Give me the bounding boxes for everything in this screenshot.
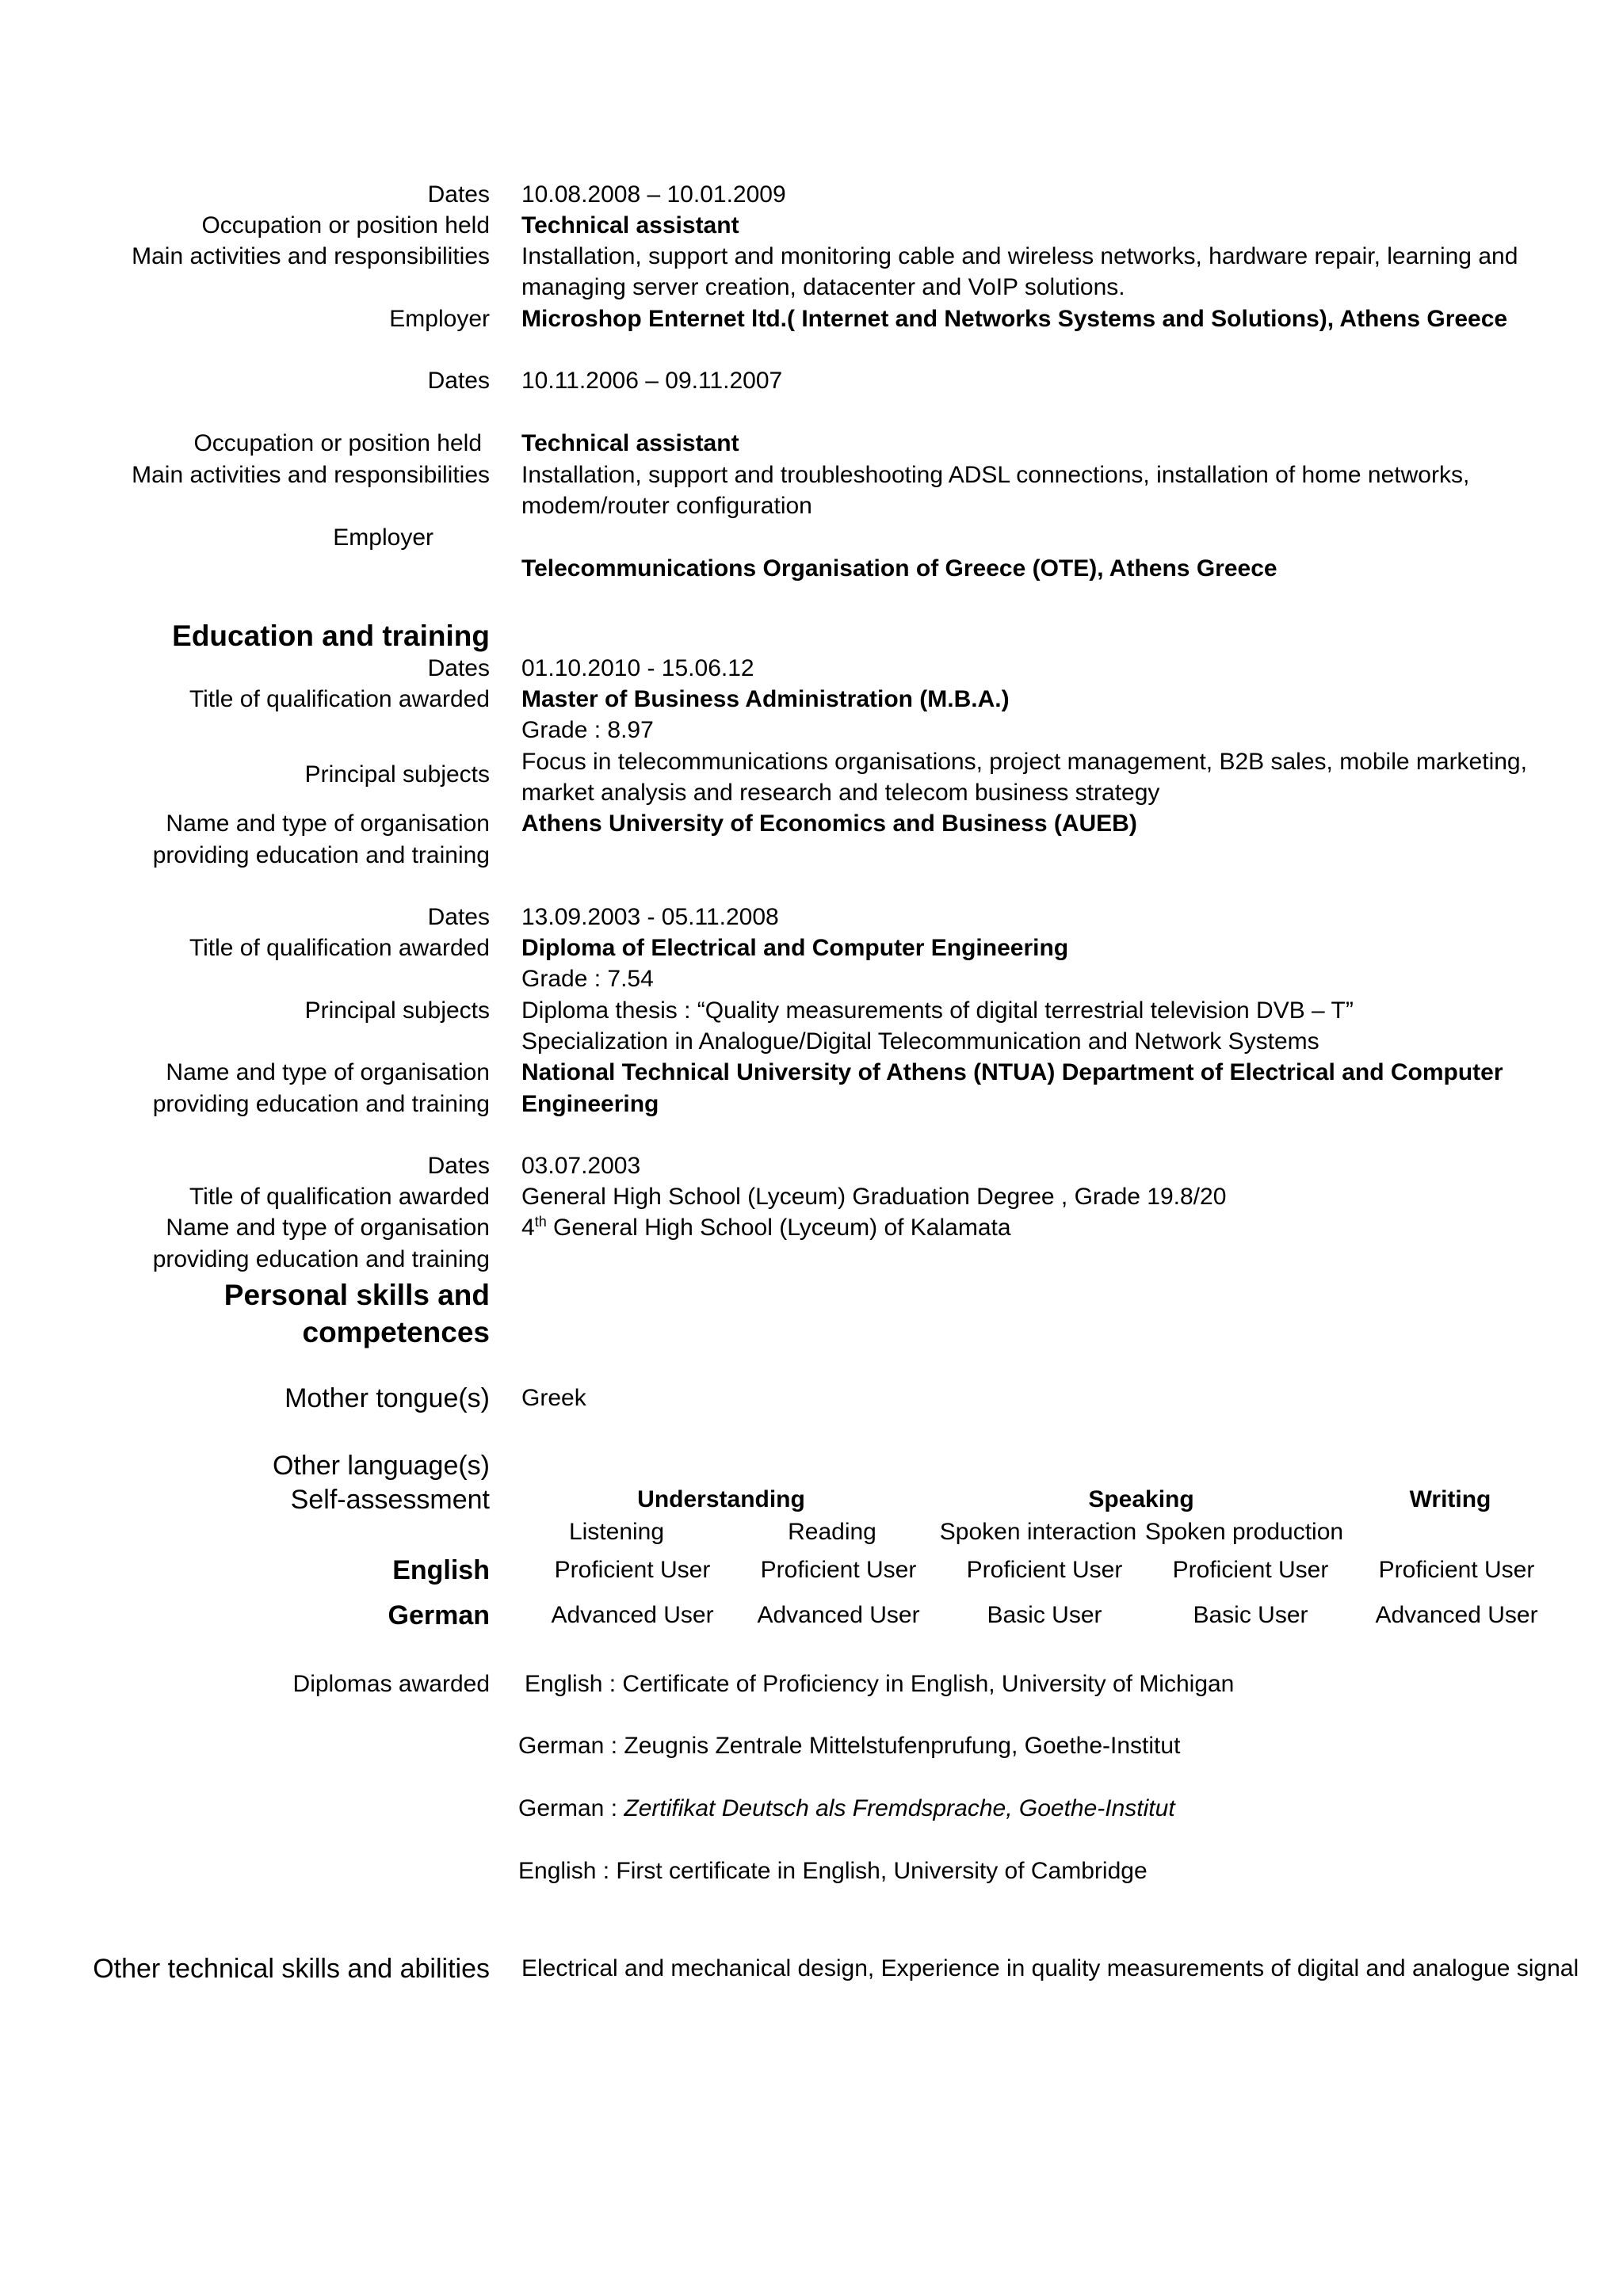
edu3-dates: 03.07.2003: [521, 1153, 641, 1179]
edu2-org-label-1: Name and type of organisation: [166, 1059, 490, 1085]
german-spoken-interaction: Basic User: [987, 1602, 1102, 1628]
other-languages-label: Other language(s): [272, 1451, 490, 1481]
german-reading: Advanced User: [757, 1602, 920, 1628]
edu2-subjects-line1: Diploma thesis : “Quality measurements of digital terrestrial television DVB – T”: [521, 997, 1354, 1024]
edu1-subjects-line1: Focus in telecommunications organisations, project management, B2B sales, mobile marketing,: [521, 749, 1527, 775]
edu3-title: General High School (Lyceum) Graduation Degree , Grade 19.8/20: [521, 1184, 1227, 1210]
exp1-employer-label: Employer: [389, 306, 490, 332]
english-reading: Proficient User: [760, 1557, 917, 1583]
edu3-org: [521, 1213, 1011, 1243]
diploma-1: English : Certificate of Proficiency in English, University of Michigan: [525, 1671, 1235, 1697]
exp2-dates: 10.11.2006 – 09.11.2007: [521, 368, 783, 394]
header-speaking: Speaking: [1088, 1486, 1194, 1512]
exp1-occupation-label: Occupation or position held: [201, 212, 490, 238]
col-spoken-production: Spoken production: [1144, 1519, 1344, 1545]
exp1-dates-label: Dates: [427, 181, 490, 208]
exp1-activities-line2: managing server creation, datacenter and VoIP solutions.: [521, 274, 1125, 300]
mother-tongue: Greek: [521, 1385, 586, 1411]
header-writing: Writing: [1409, 1486, 1491, 1512]
mother-tongue-label: Mother tongue(s): [285, 1383, 490, 1413]
edu2-title-label: Title of qualification awarded: [189, 935, 490, 961]
edu2-grade: Grade : 7.54: [521, 966, 654, 992]
edu1-org: Athens University of Economics and Business (AUEB): [521, 810, 1137, 837]
edu1-org-label-1: Name and type of organisation: [166, 810, 490, 837]
edu2-org-line2: Engineering: [521, 1091, 659, 1117]
german-listening: Advanced User: [551, 1602, 714, 1628]
exp2-occupation: Technical assistant: [521, 430, 739, 456]
exp2-activities-line1: Installation, support and troubleshooting ADSL connections, installation of home networks,: [521, 462, 1470, 488]
exp2-activities-label: Main activities and responsibilities: [132, 462, 490, 488]
exp2-dates-label: Dates: [427, 368, 490, 394]
diplomas-label: Diplomas awarded: [292, 1671, 490, 1697]
education-heading: Education and training: [172, 620, 490, 652]
exp1-activities-label: Main activities and responsibilities: [132, 243, 490, 269]
edu1-dates: 01.10.2010 - 15.06.12: [521, 655, 754, 681]
edu2-title: Diploma of Electrical and Computer Engineering: [521, 935, 1069, 961]
technical-skills: Electrical and mechanical design, Experience in quality measurements of digital and analogue signal: [521, 1955, 1579, 1981]
diploma-3-title: Zertifikat Deutsch als Fremdsprache, Goethe-Institut: [624, 1795, 1175, 1821]
edu3-org-label-2: providing education and training: [152, 1246, 490, 1272]
edu2-dates: 13.09.2003 - 05.11.2008: [521, 904, 779, 930]
header-understanding: Understanding: [637, 1486, 805, 1512]
edu1-org-label-2: providing education and training: [152, 842, 490, 868]
language-german: German: [388, 1600, 490, 1630]
diploma-4: English : First certificate in English, University of Cambridge: [518, 1858, 1148, 1884]
german-writing: Advanced User: [1375, 1602, 1538, 1628]
skills-heading-line1: Personal skills and: [223, 1279, 490, 1311]
exp1-activities-line1: Installation, support and monitoring cable and wireless networks, hardware repair, learning and: [521, 243, 1518, 269]
edu1-dates-label: Dates: [427, 655, 490, 681]
diploma-3: [518, 1794, 1175, 1824]
edu2-org-line1: National Technical University of Athens (NTUA) Department of Electrical and Computer: [521, 1059, 1503, 1085]
edu1-title: Master of Business Administration (M.B.A.): [521, 686, 1010, 712]
skills-heading-line2: competences: [302, 1316, 490, 1348]
edu3-title-label: Title of qualification awarded: [189, 1184, 490, 1210]
exp2-occupation-label: Occupation or position held: [193, 430, 482, 456]
english-spoken-interaction: Proficient User: [966, 1557, 1123, 1583]
edu2-dates-label: Dates: [427, 904, 490, 930]
edu1-title-label: Title of qualification awarded: [189, 686, 490, 712]
exp1-occupation: Technical assistant: [521, 212, 739, 238]
exp2-employer-label: Employer: [333, 524, 433, 551]
edu3-dates-label: Dates: [427, 1153, 490, 1179]
edu3-org-ordinal: th: [534, 1214, 547, 1230]
edu1-grade: Grade : 8.97: [521, 717, 654, 743]
exp1-dates: 10.08.2008 – 10.01.2009: [521, 181, 786, 208]
english-listening: Proficient User: [554, 1557, 711, 1583]
diploma-2: German : Zeugnis Zentrale Mittelstufenprufung, Goethe-Institut: [518, 1733, 1181, 1759]
edu2-subjects-line2: Specialization in Analogue/Digital Telecommunication and Network Systems: [521, 1028, 1319, 1055]
technical-skills-label: Other technical skills and abilities: [93, 1954, 490, 1984]
english-spoken-production: Proficient User: [1172, 1557, 1329, 1583]
exp1-employer: Microshop Enternet ltd.( Internet and Networks Systems and Solutions), Athens Greece: [521, 306, 1508, 332]
edu1-subjects-line2: market analysis and research and telecom business strategy: [521, 780, 1160, 806]
language-english: English: [392, 1555, 490, 1585]
exp2-activities-line2: modem/router configuration: [521, 493, 812, 519]
col-spoken-interaction: Spoken interaction: [939, 1519, 1137, 1545]
diploma-3-prefix: German :: [518, 1795, 624, 1821]
exp2-employer: Telecommunications Organisation of Greece (OTE), Athens Greece: [521, 555, 1277, 582]
german-spoken-production: Basic User: [1193, 1602, 1308, 1628]
self-assessment-label: Self-assessment: [290, 1485, 490, 1515]
edu3-org-label-1: Name and type of organisation: [166, 1215, 490, 1241]
col-reading: Reading: [788, 1519, 876, 1545]
edu2-org-label-2: providing education and training: [152, 1091, 490, 1117]
col-listening: Listening: [568, 1519, 665, 1545]
edu3-org-rest: General High School (Lyceum) of Kalamata: [546, 1215, 1011, 1241]
edu3-org-number: 4: [521, 1215, 535, 1241]
edu1-subjects-label: Principal subjects: [304, 761, 490, 788]
edu2-subjects-label: Principal subjects: [304, 997, 490, 1024]
english-writing: Proficient User: [1378, 1557, 1535, 1583]
